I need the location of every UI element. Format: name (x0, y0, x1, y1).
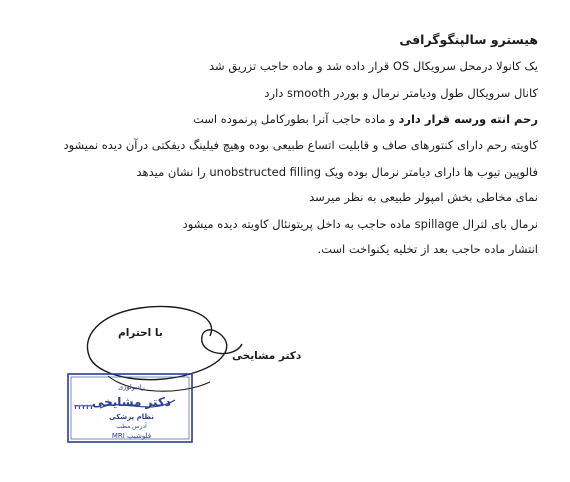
report-line-2: کانال سرویکال طول ودیامتر نرمال و بوردر smooth دارد (264, 86, 538, 100)
report-line-3 (193, 111, 538, 127)
regards-text: با احترام (118, 327, 163, 339)
stamp-line-4: آدرس مطب (116, 423, 147, 430)
report-line-3-emphasis: رحم انته ورسه قرار دارد (398, 112, 538, 126)
stamp-line-5: فلوشیپ MRI (111, 432, 152, 440)
report-line-7: نرمال بای لترال spillage ماده حاجب به داخل پریتونئال کاویته دیده میشود (182, 217, 538, 231)
stamp-name: دکتر مشایخی (91, 395, 172, 409)
report-line-6: نمای مخاطی بخش امپولر طبیعی به نظر میرسد (309, 190, 538, 204)
report-title: هیسترو سالپنگوگرافی (399, 32, 538, 47)
stamp-line-1: رادیولوژی (118, 383, 145, 391)
doctor-name: دکتر مشایخی (232, 350, 302, 362)
report-line-8: انتشار ماده حاجب بعد از تخلیه یکنواخت است. (317, 242, 538, 256)
report-line-1: یک کانولا درمحل سرویکال OS قرار داده شد و ماده حاجب تزریق شد (209, 59, 538, 73)
stamp-line-3: نظام پزشکی (109, 413, 154, 421)
report-line-4: کاویته رحم دارای کنتورهای صاف و قابلیت اتساع طبیعی بوده وهیچ فیلینگ دیفکتی درآن دیده نمیشود (63, 138, 538, 152)
report-line-3-rest: و ماده حاجب آنرا بطورکامل پرنموده است (192, 112, 399, 126)
report-line-5: فالوپین تیوب ها دارای دیامتر نرمال بوده ویک unobstructed filling را نشان میدهد (136, 165, 538, 179)
stamp-code: ۳۲۳۳۲ (74, 403, 94, 411)
